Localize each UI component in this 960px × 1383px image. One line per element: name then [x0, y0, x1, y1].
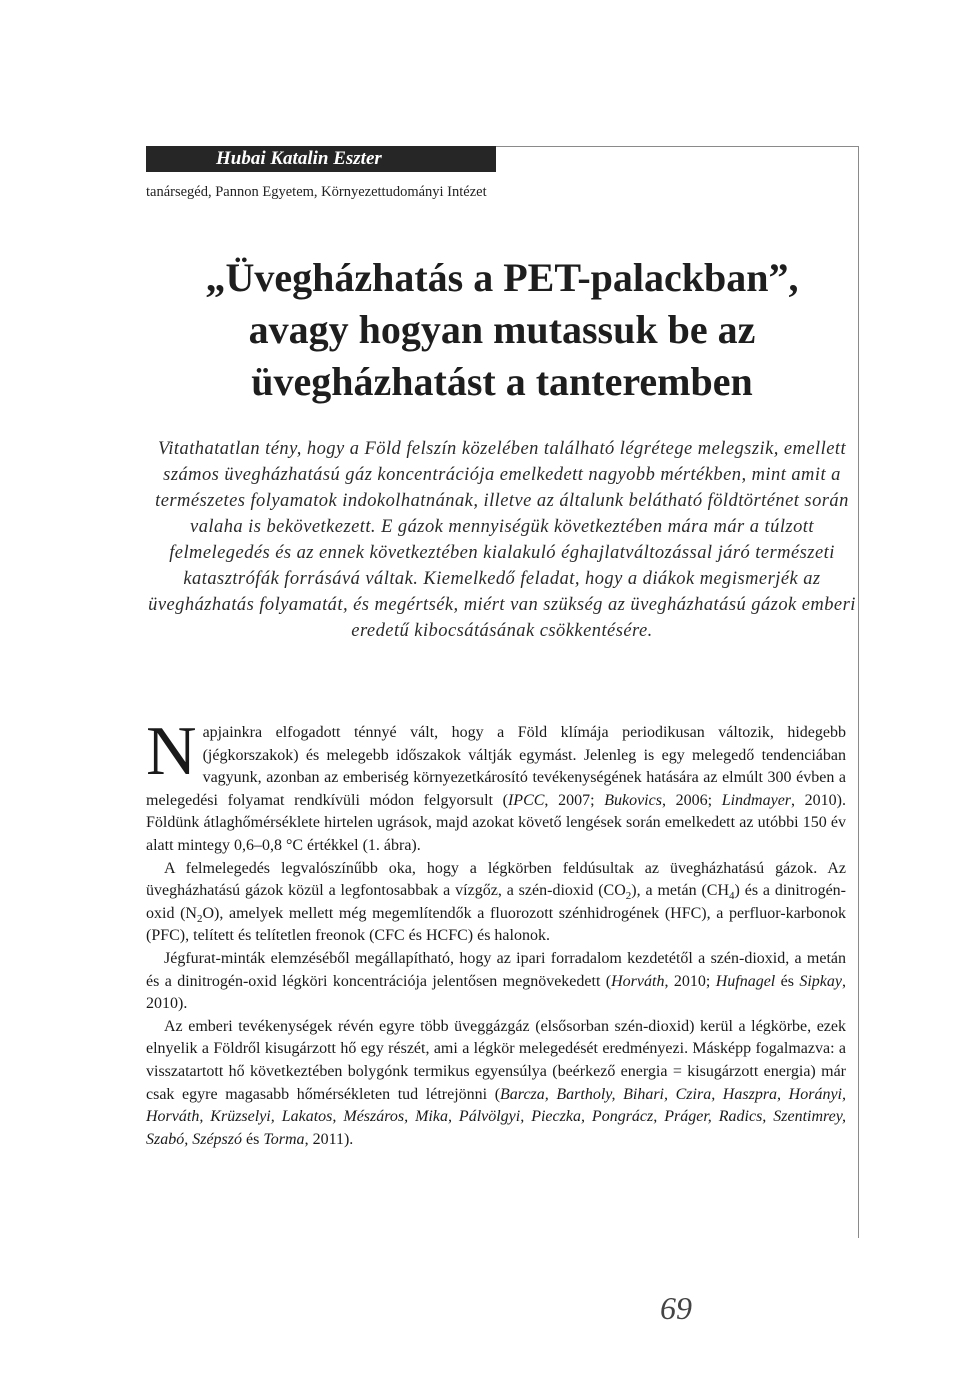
- paragraph: [146, 1016, 846, 1152]
- text-run: , 2006;: [661, 791, 722, 809]
- article-title: [146, 252, 858, 408]
- article-body: [146, 713, 847, 1151]
- text-run: , 2010;: [664, 972, 716, 990]
- text-run: Az emberi tevékenységek révén egyre több üveggázgáz (elsősorban szén-dioxid) kerül a légkörbe, ezek elnyelik a Földről kisugárzott hő egy részét, ami a légkör melegedését eredményezi. Másképp fogalmazva: a visszatartott hő következtében bolygónk termikus egyensúlya (beérkező energia = kisugárzott energia) már csak egyre magasabb hőmérsékleten tud létrejönni (: [146, 1017, 846, 1103]
- text-run: O), amelyek mellett még megemlítendők a fluorozott szénhidrogének (HFC), a perfluor-karbonok (PFC), telített és telítetlen freonok (CFC és HCFC) és halonok.: [146, 904, 847, 945]
- text-run: , 2007;: [544, 791, 605, 809]
- citation: Lindmayer: [721, 791, 792, 809]
- text-run: Jégfurat-minták elemzéséből megállapítható, hogy az ipari forradalom kezdetétől a szén-dioxid, a metán és a dinitrogén-oxid légköri koncentrációja jelentősen megnövekedett (: [146, 949, 846, 990]
- title-line: „Üvegházhatás a PET-palackban”,: [205, 255, 799, 300]
- text-run: és: [242, 1130, 264, 1148]
- author-name: Hubai Katalin Eszter: [216, 148, 382, 169]
- text-run: ), a metán (CH: [631, 882, 730, 900]
- citation: Hufnagel: [715, 972, 776, 990]
- author-banner: [146, 146, 496, 172]
- subscript: 2: [625, 890, 632, 903]
- text-run: A felmelegedés legvalószínűbb oka, hogy a légkörben feldúsultak az üvegházhatású gázok. Az üvegházhatású gázok közül a legfontosabbak a vízgőz, a szén-dioxid (CO: [146, 859, 846, 900]
- author-affiliation: tanársegéd, Pannon Egyetem, Környezettudományi Intézet: [146, 184, 487, 200]
- text-run: ) és a dinitrogén-oxid (N: [146, 882, 847, 922]
- text-run: és: [775, 972, 800, 990]
- margin-rule-horizontal: [496, 146, 859, 147]
- text-run: , 2010). Földünk átlaghőmérséklete hirtelen ugrások, majd azokat követő lengések során emelkedett az utóbbi 150 év alatt mintegy 0,6–0,8 °C értékkel (1. ábra).: [146, 791, 847, 854]
- paragraph: [146, 713, 847, 858]
- paragraph: [146, 948, 846, 1016]
- drop-cap: N: [146, 713, 197, 790]
- citation: IPCC: [507, 791, 545, 809]
- title-line: avagy hogyan mutassuk be az: [248, 307, 756, 352]
- abstract: Vitathatatlan tény, hogy a Föld felszín közelében található légrétege melegszik, emellett számos üvegházhatású gáz koncentrációja emelkedett nagyobb mértékben, mint amit a természetes folyamatok indokolhatnának, illetve az általunk belátható földtörténet során valaha is bekövetkezett. E gázok mennyiségük következtében mára már a túlzott felmelegedés és az ennek következtében kialakuló éghajlatváltozással járó természeti katasztrófák forrásává váltak. Kiemelkedő feladat, hogy a diákok megismerjék az üvegházhatás folyamatát, és megértsék, miért van szükség az üvegházhatású gázok emberi eredetű kibocsátásának csökkentésére.: [148, 439, 856, 641]
- subscript: 4: [729, 890, 735, 903]
- page-number: 69: [660, 1290, 692, 1326]
- citation: Barcza, Bartholy, Bihari, Czira, Haszpra, Horányi, Horváth, Krüzselyi, Lakatos, Mészáros, Mika, Pálvölgyi, Pieczka, Pongrácz, Práger, Radics, Szentimrey, Szabó, Szépszó: [146, 1085, 846, 1148]
- text-run: apjainkra elfogadott ténnyé vált, hogy a Föld klímája periodikusan változik, hidegebb (jégkorszakok) és melegebb időszakok váltják egymást. Jelenleg is egy melegedő tendenciában vagyunk, azonban az emberiség környezetkárosító tevékenységének hatására az elmúlt 300 évben a melegedési folyamat rendkívüli módon felgyorsult (: [146, 724, 846, 809]
- subscript: 2: [196, 912, 203, 925]
- title-line: üvegházhatást a tanteremben: [251, 359, 753, 404]
- text-run: , 2010).: [146, 972, 846, 1013]
- paragraph: [146, 858, 846, 948]
- citation: Horváth: [611, 972, 665, 990]
- citation: Torma: [263, 1130, 305, 1148]
- text-run: , 2011).: [304, 1130, 354, 1148]
- citation: Sipkay: [799, 972, 842, 990]
- margin-rule-vertical: [858, 146, 859, 1238]
- citation: Bukovics: [604, 791, 662, 809]
